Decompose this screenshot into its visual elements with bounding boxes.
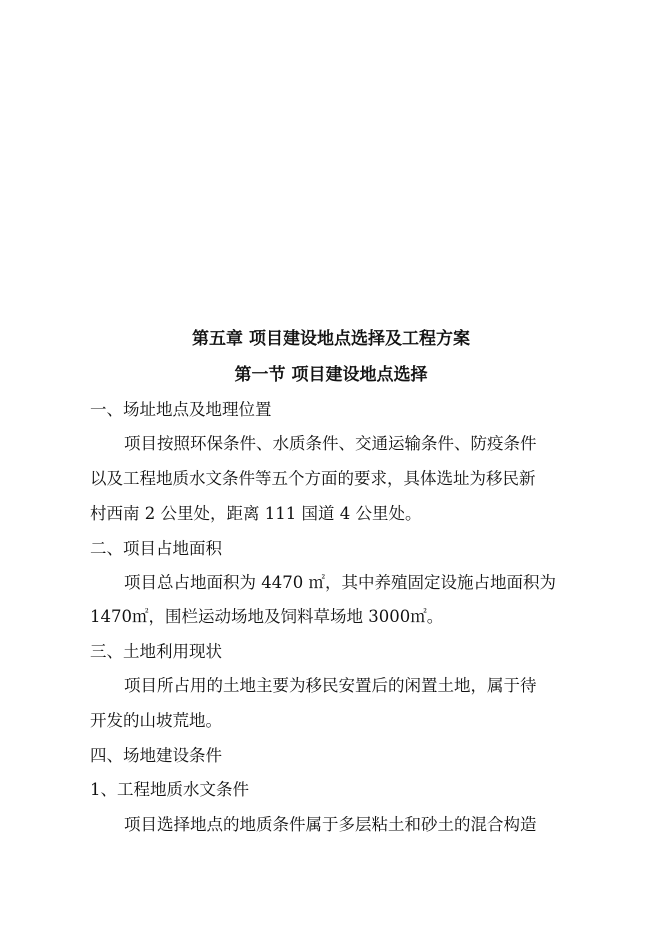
section-title: 第一节 项目建设地点选择 [234,365,428,385]
subheading-geology: 1、工程地质水文条件 [90,780,249,799]
paragraph-line: 项目选择地点的地质条件属于多层粘土和砂土的混合构造 [124,815,537,834]
paragraph-line: 1470㎡，围栏运动场地及饲料草场地 3000㎡。 [90,607,444,626]
paragraph-line: 开发的山坡荒地。 [90,711,222,730]
paragraph-line: 项目总占地面积为 4470 ㎡，其中养殖固定设施占地面积为 [124,573,556,592]
chapter-title: 第五章 项目建设地点选择及工程方案 [192,329,470,349]
heading-site-location: 一、场址地点及地理位置 [90,400,272,419]
paragraph-line: 以及工程地质水文条件等五个方面的要求，具体选址为移民新 [90,469,536,488]
paragraph-line: 项目所占用的土地主要为移民安置后的闲置土地，属于待 [124,676,537,695]
heading-site-conditions: 四、场地建设条件 [90,746,222,765]
heading-land-area: 二、项目占地面积 [90,539,222,558]
paragraph-line: 项目按照环保条件、水质条件、交通运输条件、防疫条件 [124,434,537,453]
paragraph-line: 村西南 2 公里处，距离 111 国道 4 公里处。 [90,504,422,523]
heading-land-use: 三、土地利用现状 [90,642,222,661]
